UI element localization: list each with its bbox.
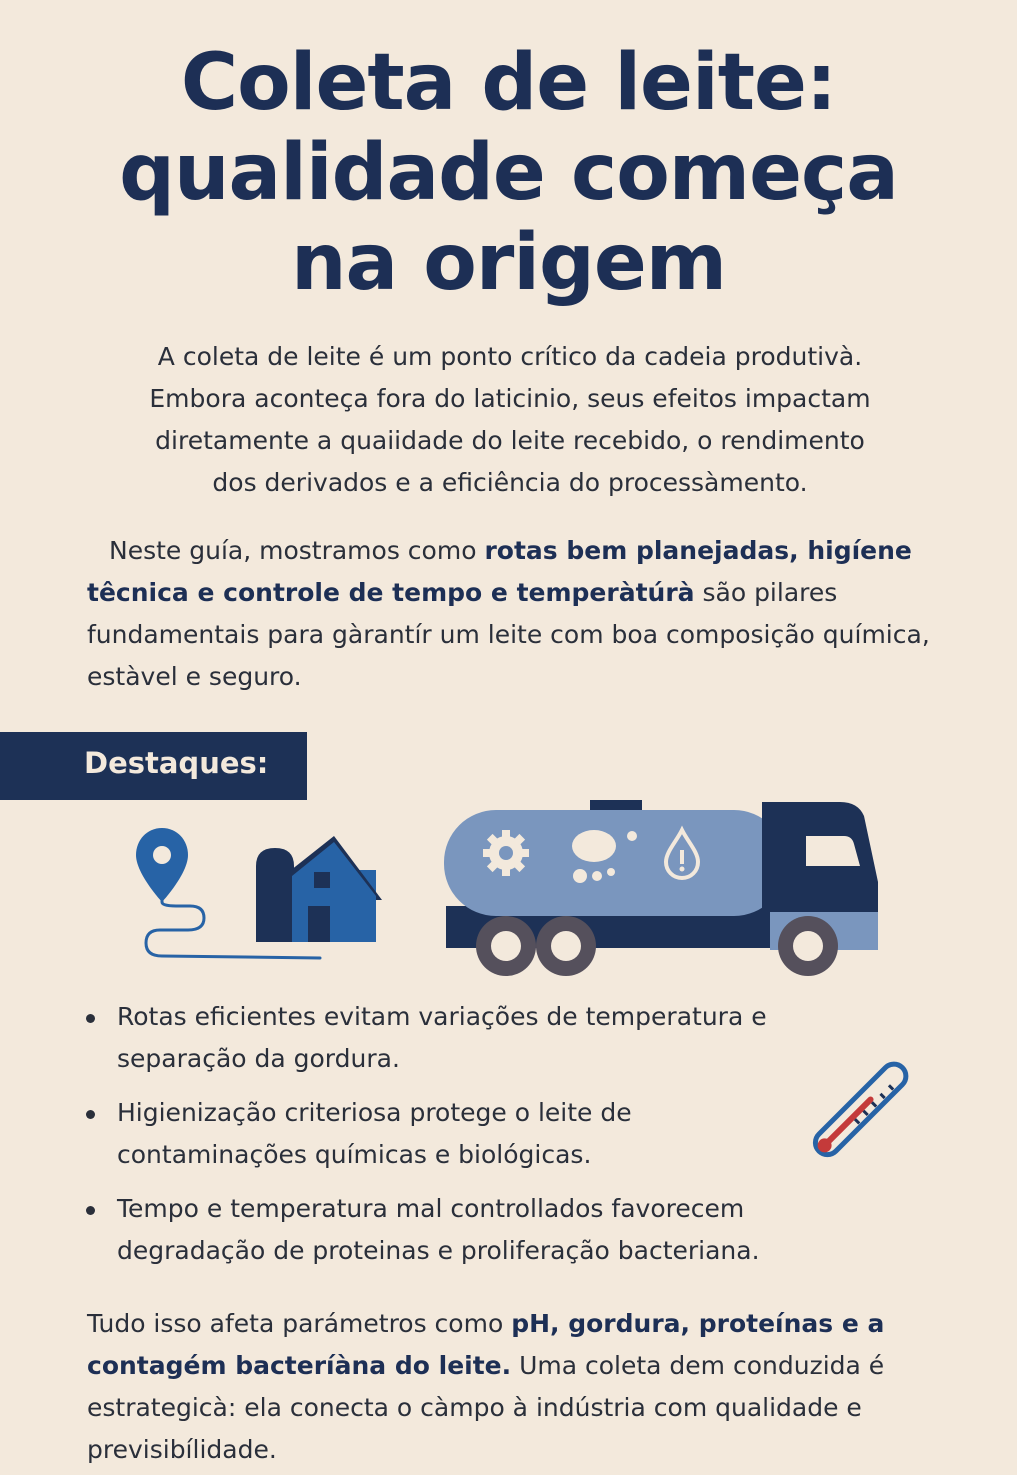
list-item-text: Higienização criteriosa protege o leite de contaminações químicas e biológicas. [117, 1098, 632, 1169]
list-item [80, 1188, 820, 1272]
highlights-list [80, 996, 820, 1284]
outro-tail-text: Uma coleta dem conduzida é estrategicà: ela conecta o càmpo à indústria com qualidade e previsibílidade. [87, 1351, 885, 1464]
guide-bold-text: rotas bem planejadas, higíene têcnica e controle de tempo e temperàtúrà [87, 536, 912, 607]
list-item-text: Tempo e temperatura mal controllados favorecem degradação de proteinas e proliferação bacteriana. [117, 1194, 760, 1265]
outro-bold-text: pH, gordura, proteínas e a contagém bacteríàna do leite. [87, 1309, 885, 1380]
location-pin-icon [136, 828, 188, 902]
title-line-2: qualidade começa [119, 128, 898, 218]
intro-line-3: diretamente a quaiidade do leite recebido, o rendimento [155, 426, 865, 455]
bullet-dot [86, 1014, 95, 1023]
intro-line-4: dos derivados e a eficiência do processàmento. [212, 468, 808, 497]
thermometer-icon [790, 1050, 920, 1180]
intro-line-1: A coleta de leite é um ponto crítico da cadeia produtivà. [157, 342, 863, 371]
highlights-banner [0, 732, 307, 800]
bullet-dot [86, 1206, 95, 1215]
outro-paragraph [87, 1303, 967, 1471]
guide-tail-text: são pilares fundamentais para gàrantír um leite com boa composição química, estàvel e seguro. [87, 578, 930, 691]
title-line-1: Coleta de leite: [180, 38, 837, 128]
page-title [0, 38, 1017, 308]
guide-lead-text: Neste guía, mostramos como [109, 536, 485, 565]
intro-line-2: Embora aconteça fora do laticinio, seus efeitos impactam [149, 384, 871, 413]
milk-tanker-truck-icon [444, 800, 878, 976]
gear-icon [483, 830, 529, 876]
list-item [80, 996, 820, 1080]
outro-lead-text: Tudo isso afeta parámetros como [87, 1309, 512, 1338]
list-item [80, 1092, 820, 1176]
farm-barn-icon [256, 836, 382, 942]
collection-illustration [0, 800, 1017, 990]
intro-paragraph [60, 336, 960, 504]
highlights-heading: Destaques: [84, 746, 269, 780]
guide-paragraph [87, 530, 957, 698]
bullet-dot [86, 1110, 95, 1119]
list-item-text: Rotas eficientes evitam variações de temperatura e separação da gordura. [117, 1002, 767, 1073]
title-line-3: na origem [290, 218, 727, 308]
